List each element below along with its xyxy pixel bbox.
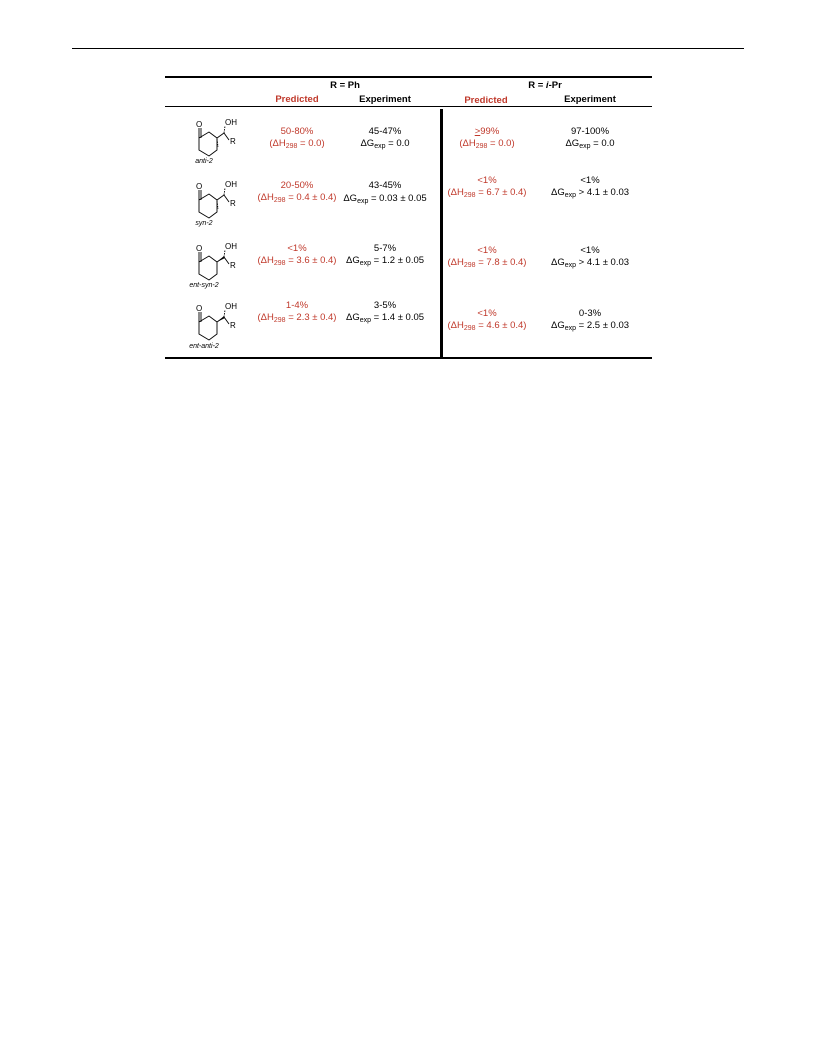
- ph-predicted-dh: $(\Delta H_{298} = 3.6 \pm 0.4)$: [257, 255, 337, 267]
- col-header-experiment-ph: Experiment: [359, 94, 411, 105]
- svg-text:OH: OH: [225, 302, 237, 311]
- ipr-predicted-pct: <1%: [477, 245, 497, 256]
- ph-predicted-pct: 20-50%: [280, 180, 314, 191]
- table-bottom-rule: [165, 357, 652, 359]
- ph-experiment-pct: 43-45%: [368, 180, 402, 191]
- col-header-predicted-ph: Predicted: [275, 94, 319, 105]
- label-ent-syn-2: ent-syn-2: [189, 282, 219, 289]
- ipr-experiment-dg: $\Delta G_{exp} = 0.0$: [565, 138, 615, 150]
- svg-text:R: R: [230, 321, 236, 330]
- svg-text:O: O: [196, 304, 203, 313]
- ipr-predicted-dh: $(\Delta H_{298} = 4.6 \pm 0.4)$: [447, 320, 527, 332]
- col-header-predicted-ipr: Predicted: [464, 95, 508, 106]
- svg-text:OH: OH: [225, 242, 237, 251]
- ipr-predicted-dh: $(\Delta H_{298} = 7.8 \pm 0.4)$: [447, 257, 527, 269]
- ph-experiment-dg: $\Delta G_{exp} = 0.03 \pm 0.05$: [343, 193, 427, 205]
- ipr-experiment-dg: $\Delta G_{exp} = 2.5 \pm 0.03$: [550, 320, 630, 332]
- ph-experiment-pct: 45-47%: [368, 126, 402, 137]
- svg-text:O: O: [196, 182, 203, 191]
- group-header-ph: R = Ph: [330, 80, 360, 91]
- ipr-predicted-dh: $(\Delta H_{298} = 6.7 \pm 0.4)$: [447, 187, 527, 199]
- ipr-experiment-pct: <1%: [580, 245, 600, 256]
- ph-predicted-dh: $(\Delta H_{298} = 2.3 \pm 0.4)$: [257, 312, 337, 324]
- svg-text:O: O: [196, 120, 203, 129]
- ipr-predicted-pct: <1%: [477, 308, 497, 319]
- results-table: [165, 76, 652, 359]
- header-bottom-rule: [165, 106, 652, 107]
- ph-experiment-dg: $\Delta G_{exp} = 1.4 \pm 0.05$: [345, 312, 425, 324]
- ph-predicted-dh: $(\Delta H_{298} = 0.4 \pm 0.4)$: [257, 192, 337, 204]
- svg-text:R: R: [230, 261, 236, 270]
- ipr-predicted-dh: $(\Delta H_{298} = 0.0)$: [459, 138, 515, 150]
- label-anti-2: anti-2: [195, 158, 213, 165]
- ph-predicted-pct: 50-80%: [280, 126, 314, 137]
- ph-experiment-dg: $\Delta G_{exp} = 1.2 \pm 0.05$: [345, 255, 425, 267]
- ipr-experiment-pct: 97-100%: [570, 126, 610, 137]
- ipr-predicted-pct: <1%: [477, 175, 497, 186]
- ph-experiment-pct: 5-7%: [373, 243, 397, 254]
- ipr-experiment-pct: 0-3%: [578, 308, 602, 319]
- svg-text:O: O: [196, 244, 203, 253]
- ph-predicted-pct: 1-4%: [285, 300, 309, 311]
- ipr-experiment-pct: <1%: [580, 175, 600, 186]
- svg-text:R: R: [230, 199, 236, 208]
- svg-text:OH: OH: [225, 180, 237, 189]
- ipr-experiment-dg: $\Delta G_{exp} > 4.1 \pm 0.03$: [550, 187, 630, 199]
- page-header-rule: [72, 48, 744, 49]
- ipr-experiment-dg: $\Delta G_{exp} > 4.1 \pm 0.03$: [550, 257, 630, 269]
- ph-experiment-dg: $\Delta G_{exp} = 0.0$: [360, 138, 410, 150]
- col-header-experiment-ipr: Experiment: [564, 94, 616, 105]
- label-syn-2: syn-2: [195, 220, 213, 227]
- svg-text:OH: OH: [225, 118, 237, 127]
- svg-text:R: R: [230, 137, 236, 146]
- ph-experiment-pct: 3-5%: [373, 300, 397, 311]
- table-top-rule: [165, 76, 652, 78]
- ipr-predicted-pct: >99%: [474, 126, 500, 137]
- group-header-ipr: R = i-Pr: [528, 80, 562, 91]
- ph-predicted-pct: <1%: [287, 243, 307, 254]
- ph-predicted-dh: $(\Delta H_{298} = 0.0)$: [269, 138, 325, 150]
- label-ent-anti-2: ent-anti-2: [189, 343, 219, 350]
